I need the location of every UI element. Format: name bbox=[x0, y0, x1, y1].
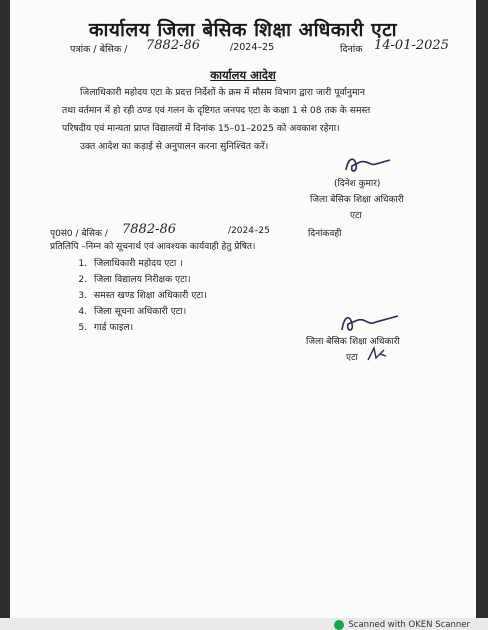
para-line-3: परिषदीय एवं मान्यता प्राप्त विद्यालयों में दिनांक 15–01–2025 को अवकाश रहेगा। bbox=[62, 123, 340, 134]
copy-intro: प्रतिलिपि –निम्न को सूचनार्थ एवं आवश्यक कार्यवाही हेतु प्रेषित। bbox=[50, 242, 256, 252]
signatory-2-designation: जिला बेसिक शिक्षा अधिकारी bbox=[306, 337, 400, 347]
letter-number-label: पत्रांक / बेसिक / bbox=[70, 44, 128, 55]
document-page bbox=[10, 0, 476, 630]
scanner-text: Scanned with OKEN Scanner bbox=[348, 620, 470, 630]
initials-mark bbox=[364, 344, 390, 364]
list-item: 5. गार्ड फाइल। bbox=[90, 320, 207, 336]
list-item: 1. जिलाधिकारी महोदय एटा । bbox=[90, 256, 207, 272]
copy-ref-label: पृ0सं0 / बेसिक / bbox=[50, 229, 108, 239]
date-handwritten: 14-01-2025 bbox=[374, 38, 449, 53]
order-paragraph bbox=[62, 84, 462, 156]
scanner-watermark bbox=[334, 620, 470, 630]
signatory-name: (दिनेश कुमार) bbox=[334, 179, 381, 189]
para-line-1: जिलाधिकारी महोदय एटा के प्रदत्त निर्देशों के क्रम में मौसम विभाग द्वारा जारी पूर्वानुमान bbox=[80, 87, 366, 98]
date-label: दिनांक bbox=[340, 44, 363, 55]
copy-year: /2024–25 bbox=[228, 226, 270, 236]
signature-2-mark bbox=[336, 310, 406, 336]
scanner-logo-icon bbox=[334, 620, 344, 630]
list-item: 4. जिला सूचना अधिकारी एटा। bbox=[90, 304, 207, 320]
signatory-2-place: एटा bbox=[346, 353, 358, 363]
office-title: कार्यालय जिला बेसिक शिक्षा अधिकारी एटा bbox=[88, 19, 398, 41]
signatory-designation: जिला बेसिक शिक्षा अधिकारी bbox=[310, 195, 404, 205]
letter-year: /2024–25 bbox=[230, 42, 275, 53]
list-item: 2. जिला विद्यालय निरीक्षक एटा। bbox=[90, 272, 207, 288]
para-instruction: उक्त आदेश का कड़ाई से अनुपालन करना सुनिश्चित करें। bbox=[80, 141, 269, 152]
order-heading: कार्यालय आदेश bbox=[210, 68, 276, 82]
letter-number-handwritten: 7882-86 bbox=[146, 38, 201, 53]
para-line-2: तथा वर्तमान में हो रही ठण्ड एवं गलन के दृष्टिगत जनपद एटा के कक्षा 1 से 08 तक के समस्त bbox=[62, 105, 371, 116]
copy-ref-handwritten: 7882-86 bbox=[122, 222, 177, 237]
list-item: 3. समस्त खण्ड शिक्षा अधिकारी एटा। bbox=[90, 288, 207, 304]
copy-date-label: दिनांकवही bbox=[308, 229, 342, 239]
recipient-list bbox=[76, 256, 207, 336]
signatory-place: एटा bbox=[350, 211, 362, 221]
signature-1-mark bbox=[340, 152, 400, 176]
